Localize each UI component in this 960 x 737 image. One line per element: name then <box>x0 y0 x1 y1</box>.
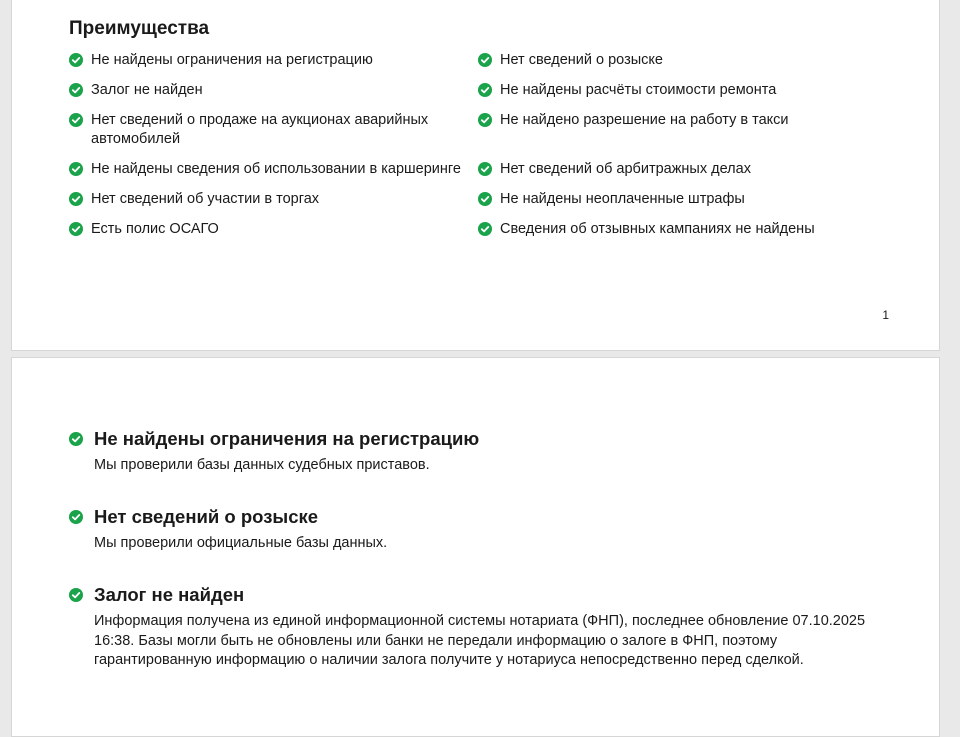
check-circle-icon <box>69 53 83 67</box>
advantage-item <box>69 220 478 239</box>
advantage-label: Залог не найден <box>91 82 203 98</box>
detail-title: Залог не найден <box>94 584 245 605</box>
advantage-label: Не найдены сведения об использовании в каршеринге <box>91 161 461 177</box>
check-circle-icon <box>478 192 492 206</box>
check-circle-icon <box>478 113 492 127</box>
detail-header <box>69 584 869 606</box>
check-circle-icon <box>69 510 83 524</box>
page-number: 1 <box>882 308 889 322</box>
advantage-label: Не найдены ограничения на регистрацию <box>91 52 373 68</box>
check-circle-icon <box>69 162 83 176</box>
advantage-item <box>478 51 889 70</box>
check-circle-icon <box>478 53 492 67</box>
advantage-item <box>69 160 478 179</box>
advantage-label: Не найдены расчёты стоимости ремонта <box>500 82 777 98</box>
detail-header <box>69 506 869 528</box>
detail-title: Нет сведений о розыске <box>94 506 319 527</box>
report-page-2 <box>11 357 940 737</box>
advantage-item <box>69 81 478 100</box>
detail-registration-restrictions <box>69 428 869 476</box>
advantage-label: Нет сведений о розыске <box>500 52 663 68</box>
advantage-label: Сведения об отзывных кампаниях не найдены <box>500 221 815 237</box>
detail-text: Мы проверили базы данных судебных приставов. <box>94 457 430 473</box>
advantage-label: Нет сведений об участии в торгах <box>91 191 320 207</box>
report-page-1 <box>11 0 940 351</box>
detail-header <box>69 428 869 450</box>
advantage-item <box>478 111 889 149</box>
advantage-item <box>69 111 478 149</box>
check-circle-icon <box>69 113 83 127</box>
check-circle-icon <box>69 588 83 602</box>
advantage-item <box>478 160 889 179</box>
check-circle-icon <box>69 83 83 97</box>
detail-pledge <box>69 584 869 671</box>
advantage-label: Не найдены неоплаченные штрафы <box>500 191 745 207</box>
advantage-label: Нет сведений об арбитражных делах <box>500 161 751 177</box>
check-circle-icon <box>69 432 83 446</box>
advantage-label: Нет сведений о продаже на аукционах аварийных автомобилей <box>91 112 429 147</box>
check-circle-icon <box>69 192 83 206</box>
advantage-item <box>478 220 889 239</box>
advantage-item <box>478 190 889 209</box>
advantages-title: Преимущества <box>69 18 210 39</box>
detail-title: Не найдены ограничения на регистрацию <box>94 428 480 449</box>
check-circle-icon <box>478 162 492 176</box>
check-circle-icon <box>69 222 83 236</box>
advantage-label: Есть полис ОСАГО <box>91 221 219 237</box>
detail-text: Информация получена из единой информационной системы нотариата (ФНП), последнее обновление 07.10.2025 16:38. Базы могли быть не обновлены или банки не передали информацию о залоге в ФНП, поэтому гарантированную информацию о наличии залога получите у нотариуса непосредственно перед сделкой. <box>94 613 866 669</box>
check-circle-icon <box>478 83 492 97</box>
advantage-item <box>69 51 478 70</box>
advantage-label: Не найдено разрешение на работу в такси <box>500 112 789 128</box>
advantages-list <box>69 51 889 239</box>
advantage-item <box>69 190 478 209</box>
check-circle-icon <box>478 222 492 236</box>
detail-text: Мы проверили официальные базы данных. <box>94 535 388 551</box>
advantage-item <box>478 81 889 100</box>
detail-wanted <box>69 506 869 554</box>
